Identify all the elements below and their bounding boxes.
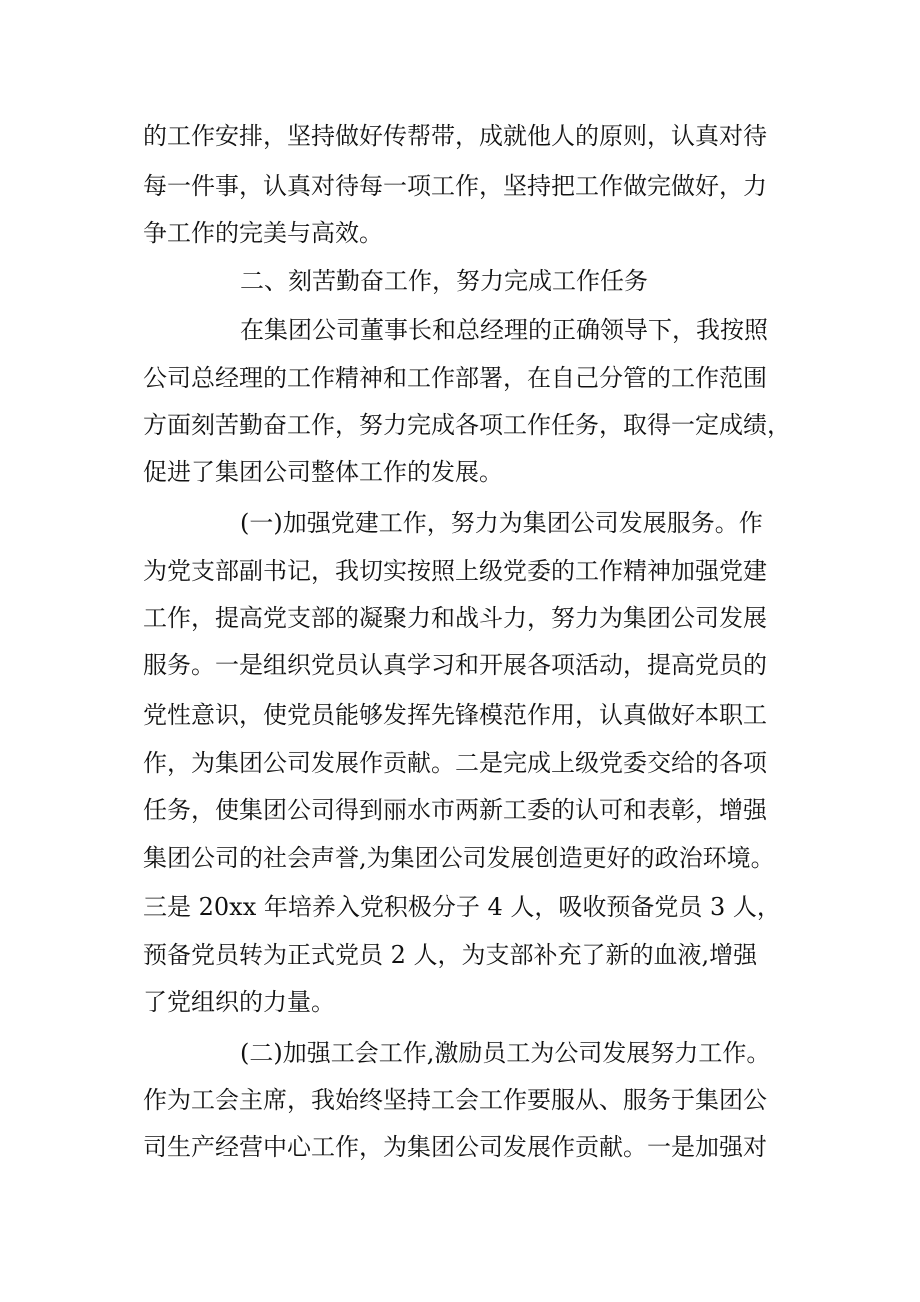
paragraph-first-line: 在集团公司董事长和总经理的正确领导下，我按照 xyxy=(240,316,768,344)
body-text-line: 预备党员转为正式党员 2 人，为支部补充了新的血液,增强 xyxy=(143,941,758,969)
body-text-line: 任务，使集团公司得到丽水市两新工委的认可和表彰，增强 xyxy=(143,796,767,824)
body-text-line: 作，为集团公司发展作贡献。二是完成上级党委交给的各项 xyxy=(143,749,767,777)
body-text-line: 工作，提高党支部的凝聚力和战斗力，努力为集团公司发展 xyxy=(143,604,767,632)
paragraph-first-line: (二)加强工会工作,激励员工为公司发展努力工作。 xyxy=(240,1039,771,1067)
body-text-line: 争工作的完美与高效。 xyxy=(143,219,383,247)
body-text-line: 公司总经理的工作精神和工作部署，在自己分管的工作范围 xyxy=(143,364,767,392)
body-text-line: 党性意识，使党员能够发挥先锋模范作用，认真做好本职工 xyxy=(143,701,767,729)
body-text-line: 司生产经营中心工作，为集团公司发展作贡献。一是加强对 xyxy=(143,1133,767,1161)
body-text-line: 三是 20xx 年培养入党积极分子 4 人，吸收预备党员 3 人， xyxy=(143,893,781,921)
section-heading: 二、刻苦勤奋工作，努力完成工作任务 xyxy=(240,267,648,295)
body-text-line: 服务。一是组织党员认真学习和开展各项活动，提高党员的 xyxy=(143,651,767,679)
paragraph-first-line: (一)加强党建工作，努力为集团公司发展服务。作 xyxy=(240,509,763,537)
body-text-line: 的工作安排，坚持做好传帮带，成就他人的原则，认真对待 xyxy=(143,122,767,150)
body-text-line: 了党组织的力量。 xyxy=(143,988,335,1016)
body-text-line: 集团公司的社会声誉,为集团公司发展创造更好的政治环境。 xyxy=(143,844,775,872)
body-text-line: 作为工会主席，我始终坚持工会工作要服从、服务于集团公 xyxy=(143,1086,767,1114)
body-text-line: 每一件事，认真对待每一项工作，坚持把工作做完做好，力 xyxy=(143,172,767,200)
body-text-line: 促进了集团公司整体工作的发展。 xyxy=(143,458,503,486)
body-text-line: 为党支部副书记，我切实按照上级党委的工作精神加强党建 xyxy=(143,557,767,585)
body-text-line: 方面刻苦勤奋工作，努力完成各项工作任务，取得一定成绩， xyxy=(143,411,791,439)
